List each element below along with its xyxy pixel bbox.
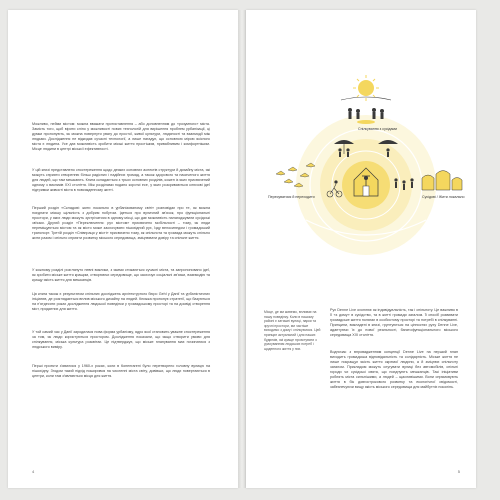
paragraph-movement: Рух Denne Live охоплює як індивідуальність, так і спільноту. Це важливо в її «з дому» в сусідство, та в житті громади загалом. Її спосіб розвивати громадське життя полягає в особистому просторі та потребі в спілкуванні. Принципи, викладені в книзі, грунтуються на цінностях руху Denne Live, адаптуючи їх до нової реальності, багатофункціонального міського середовища XXI століття. [330, 308, 458, 337]
paragraph-solidarity: Водночас з впровадженням концепції Denne Live на перший план виходить громадська відповідальність та солідарність. Міське життя не лише покращує якість життя окремої людини, а й зміцнює спільноту загалом. Прикладом можуть слугувати вулиці без автомобілів, спільні городи чи сусідські свята, що поєднують мешканців. Такі ініціативи роблять міста сильнішими, а людей – щасливішими. Вони спрямовують життя в бік довгострокового розвитку та екологічної свідомості, забезпечуючи вищу якість міського середовища для майбутніх поколінь. [330, 350, 458, 389]
page-number-left: 4 [32, 469, 35, 474]
paragraph-research: Ця книга також є результатом спільних досліджень архітектурного бюро Gehl у Данії та урбаністичних ініціатив, де розглядається вплив міського дизайну на людей. Книжка пропонує стратегії, що базуються на п'ятдесяти роках дослідження людської поведінки у громадському просторі та на досвіді створення міст, придатних для життя. [32, 292, 210, 311]
page-number-right: 5 [457, 469, 460, 474]
left-page [8, 10, 238, 488]
sidebar-note: Місце, де ми живемо, впливає на нашу поведінку. Коли в нашому районі є затишні вулиці, парки та зручні простори, ми частіше виходимо з дому і спілкуємося. Цей принцип актуальний і для наших будинків, які краще проєктувати з урахуванням людських потреб і щоденного життя у них. [264, 310, 321, 351]
label-move: Пересуватися й переходити [268, 195, 315, 199]
paragraph-structure: У цій книзі представлено спостереження щодо деяких основних аспектів структури й дизайну міста, які можуть сприяти створенню більш радісних і надійних громад, а також здорового та насиченого життя для людей, що там мешкають. Книга складається з трьох основних розділів, кожен із яких присвячений одному з викликів XXI століття. Між розділами подано короткі есе, у яких розкриваються ключові ідеї підтримки живості міста в повсякденному житті. [32, 168, 210, 192]
paragraph-denmark: У той самий час у Данії зародилася нова форма урбанізму, ядро якої становить уважне спостереження за тим, як люди користуються простором. Дослідження показали, що якщо створити умови для спілкування, міська культура розквітає. Це підтверджує, що міське планування має починатися з людського виміру. [32, 330, 210, 349]
paragraph-history: Перші проекти з'явилися у 1960-х роках, коли в Копенгагені було перетворено головну вулицю на пішохідну. Згодом такий підхід поширився на численні міста світу, довівши, що люди повертаються в центри, коли там з'являються місця для життя. [32, 364, 210, 378]
paragraph-chapters: Перший розділ «Складові: жити локально в урбанізованому світі» розповідає про те, як можна поєднати міську щільність з добрим побутом. Ідеться про вуличний зв'язок, про функціональні простори, у яких люди можуть зустрічатися в одному місці, що дає можливість налагоджувати сусідські зв'язки. Другий розділ «Переключення: рух містом» присвячено мобільності – тому, як люди переміщуються містом та як місто може заохочувати пішохідний рух, їзду велосипедом і громадський транспорт. Третій розділ «Співпраця у місті» присвячено тому, як спільнота та громада можуть спільно жити разом і спільно сприяти розвитку міського середовища, зміцнювати довіру та спільне життя. [32, 206, 210, 240]
paragraph-intro: Можливо, нейми містом: можна вважати протиставлення – або доповненням до «розумного» міста. Замість того, щоб вірити сліпо у можливості нових технологій для вирішення проблем урбанізації, ці думки пропонують, як можна повернути увагу до простої, живої культури, людяності та взаємодії між людьми. Дослідження не відкидає сучасні технології, а лише нагадує, що основною мірою якісного міста є людина. Усе дає можливість зробити міські життя простішим, привабливим і комфортнішим. Місце людини в центрі міської ефективності. [32, 122, 210, 151]
right-page [246, 10, 476, 488]
book-gutter [238, 10, 246, 488]
label-neighbours: Спілкування з сусідами [358, 127, 397, 131]
paragraph-challenges: У кожному розділі розглянуто певні виклики, з якими стикаються сучасні міста, та запропоновано ідеї, як зробити міське життя кращим, створюючи середовище, що заохочує соціальні зв'язки, взаємодію та кращу якість життя для мешканців. [32, 268, 210, 282]
concentric-circles-diagram [246, 70, 476, 295]
label-live-local: Сусідові / Жити локально [422, 195, 465, 199]
sun-icon [341, 75, 391, 101]
